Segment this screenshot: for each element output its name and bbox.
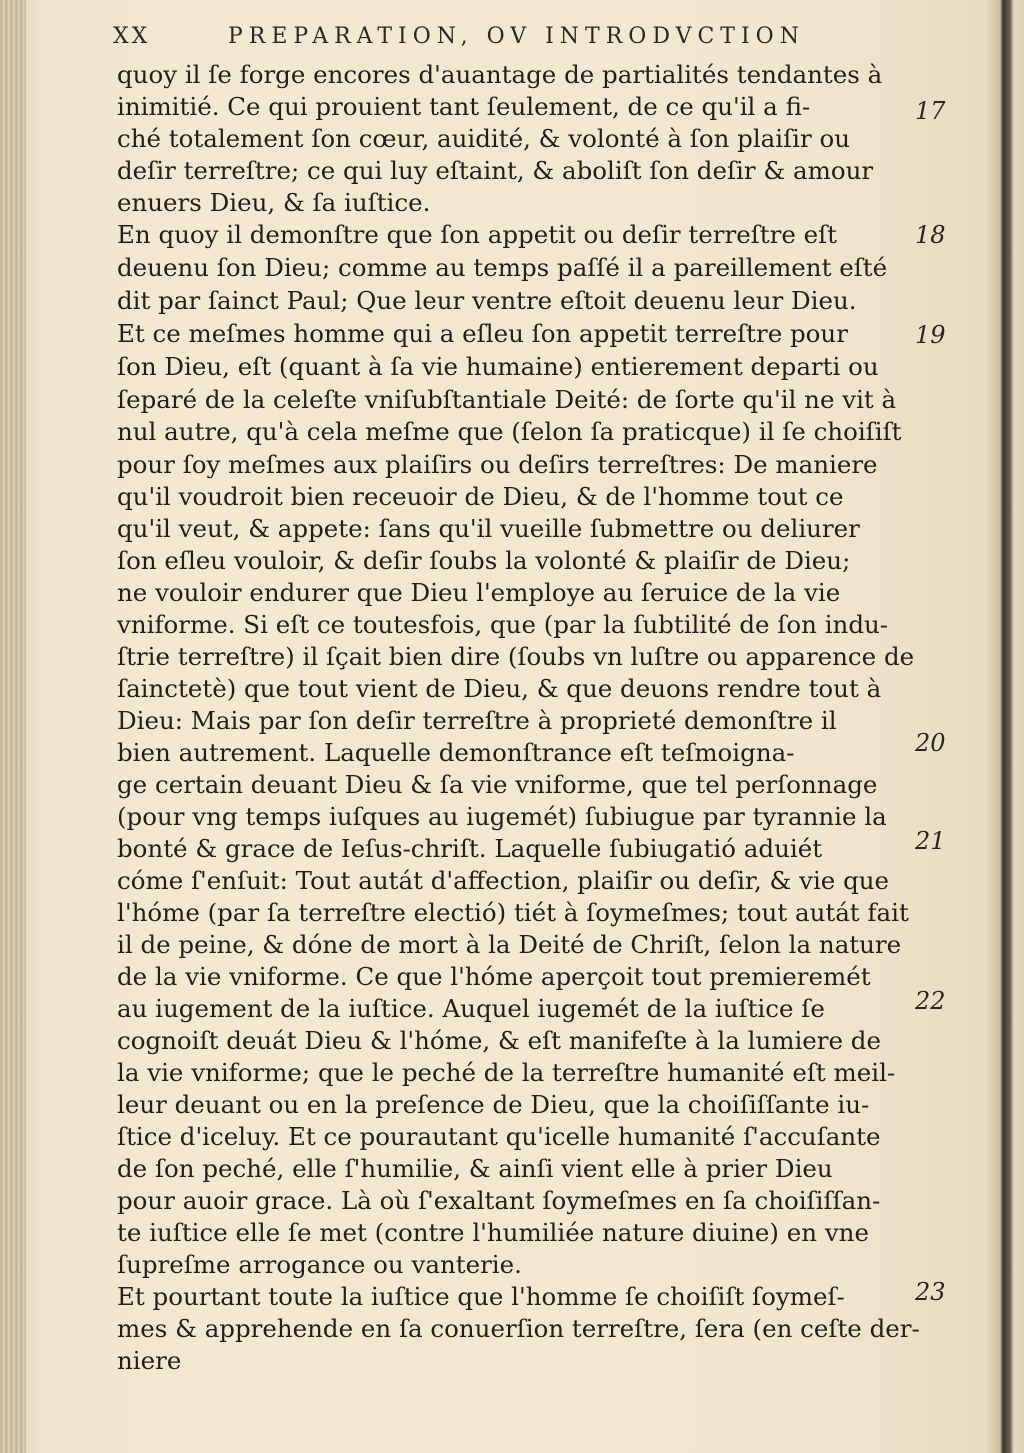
verse-number: 21 [915,827,946,855]
text-line: bonté & grace de Ieſus-chriſt. Laquelle ſubiugatió aduiét [117,834,823,863]
page-header [113,24,913,58]
text-line: nul autre, qu'à cela meſme que (ſelon ſa praticque) il ſe choiſiſt [117,417,902,446]
text-line: de la vie vniforme. Ce que l'hóme aperçoit tout premieremét [117,962,871,991]
running-title: PREPARATION, OV INTRODVCTION [228,24,805,49]
text-line: cognoiſt deuát Dieu & l'hóme, & eſt manifeſte à la lumiere de [117,1026,881,1055]
verse-number: 17 [915,97,946,125]
text-line: niere [117,1346,182,1375]
text-line: ché totalement ſon cœur, auidité, & volonté à ſon plaiſir ou [117,124,851,153]
text-line: vniforme. Si eſt ce toutesfois, que (par la ſubtilité de ſon indu- [117,610,889,639]
text-line: l'hóme (par ſa terreſtre electió) tiét à ſoymeſmes; tout autát fait [117,898,909,927]
text-line: au iugement de la iuſtice. Auquel iugemét de la iuſtice ſe [117,994,825,1023]
text-line: deſir terreſtre; ce qui luy eſtaint, & aboliſt ſon deſir & amour [117,156,874,185]
text-line: dit par ſainct Paul; Que leur ventre eſtoit deuenu leur Dieu. [117,286,857,315]
text-line: ſtice d'iceluy. Et ce pourautant qu'icelle humanité ſ'accuſante [117,1122,881,1151]
text-line: ſeparé de la celeſte vniſubſtantiale Deité: de ſorte qu'il ne vit à [117,385,897,414]
verse-number: 22 [915,987,946,1015]
text-line: pour auoir grace. Là où ſ'exaltant ſoymeſmes en ſa choiſiſſan- [117,1186,881,1215]
text-line: ſon eſleu vouloir, & deſir ſoubs la volonté & plaiſir de Dieu; [117,546,851,575]
text-line: pour ſoy meſmes aux plaiſirs ou deſirs terreſtres: De maniere [117,450,878,479]
text-line: qu'il veut, & appete: ſans qu'il vueille ſubmettre ou deliurer [117,514,860,543]
text-line: bien autrement. Laquelle demonſtrance eſt teſmoigna- [117,738,795,767]
text-line: ſon Dieu, eſt (quant à ſa vie humaine) entierement departi ou [117,352,879,381]
page-gutter-edge [0,0,26,1453]
text-line: leur deuant ou en la preſence de Dieu, que la choiſiſſante iu- [117,1090,870,1119]
verse-number: 23 [915,1278,946,1306]
text-line: enuers Dieu, & ſa iuſtice. [117,188,431,217]
text-line: te iuſtice elle ſe met (contre l'humiliée nature diuine) en vne [117,1218,869,1247]
verse-number: 18 [915,221,946,249]
text-line: (pour vng temps iuſques au iugemét) ſubiugue par tyrannie la [117,802,887,831]
text-line: ſainctetè) que tout vient de Dieu, & que deuons rendre tout à [117,674,882,703]
text-line: En quoy il demonſtre que ſon appetit ou deſir terreſtre eſt [117,220,838,249]
text-line: Et pourtant toute la iuſtice que l'homme ſe choiſiſt ſoymeſ- [117,1282,845,1311]
text-line: mes & apprehende en ſa conuerſion terreſtre, ſera (en ceſte der- [117,1314,920,1343]
text-line: quoy il ſe forge encores d'auantage de partialités tendantes à [117,60,883,89]
text-line: ſupreſme arrogance ou vanterie. [117,1250,522,1279]
text-line: cóme ſ'enſuit: Tout autát d'affection, plaiſir ou deſir, & vie que [117,866,890,895]
folio-number: XX [113,24,151,49]
text-line: il de peine, & dóne de mort à la Deité de Chriſt, ſelon la nature [117,930,902,959]
text-line: Et ce meſmes homme qui a eſleu ſon appetit terreſtre pour [117,319,848,348]
verse-number: 19 [915,321,946,349]
text-line: la vie vniforme; que le peché de la terreſtre humanité eſt meil- [117,1058,896,1087]
text-line: de ſon peché, elle ſ'humilie, & ainſi vient elle à prier Dieu [117,1154,833,1183]
text-line: qu'il voudroit bien receuoir de Dieu, & de l'homme tout ce [117,482,844,511]
verse-number: 20 [915,729,946,757]
text-line: Dieu: Mais par ſon deſir terreſtre à proprieté demonſtre il [117,706,837,735]
text-line: ge certain deuant Dieu & ſa vie vniforme, que tel perſonnage [117,770,878,799]
text-line: ne vouloir endurer que Dieu l'employe au ſeruice de la vie [117,578,841,607]
text-line: ſtrie terreſtre) il ſçait bien dire (ſoubs vn luſtre ou apparence de [117,642,915,671]
text-line: deuenu ſon Dieu; comme au temps paſſé il a pareillement eſté [117,253,888,282]
text-line: inimitié. Ce qui prouient tant ſeulement, de ce qu'il a fi- [117,92,811,121]
